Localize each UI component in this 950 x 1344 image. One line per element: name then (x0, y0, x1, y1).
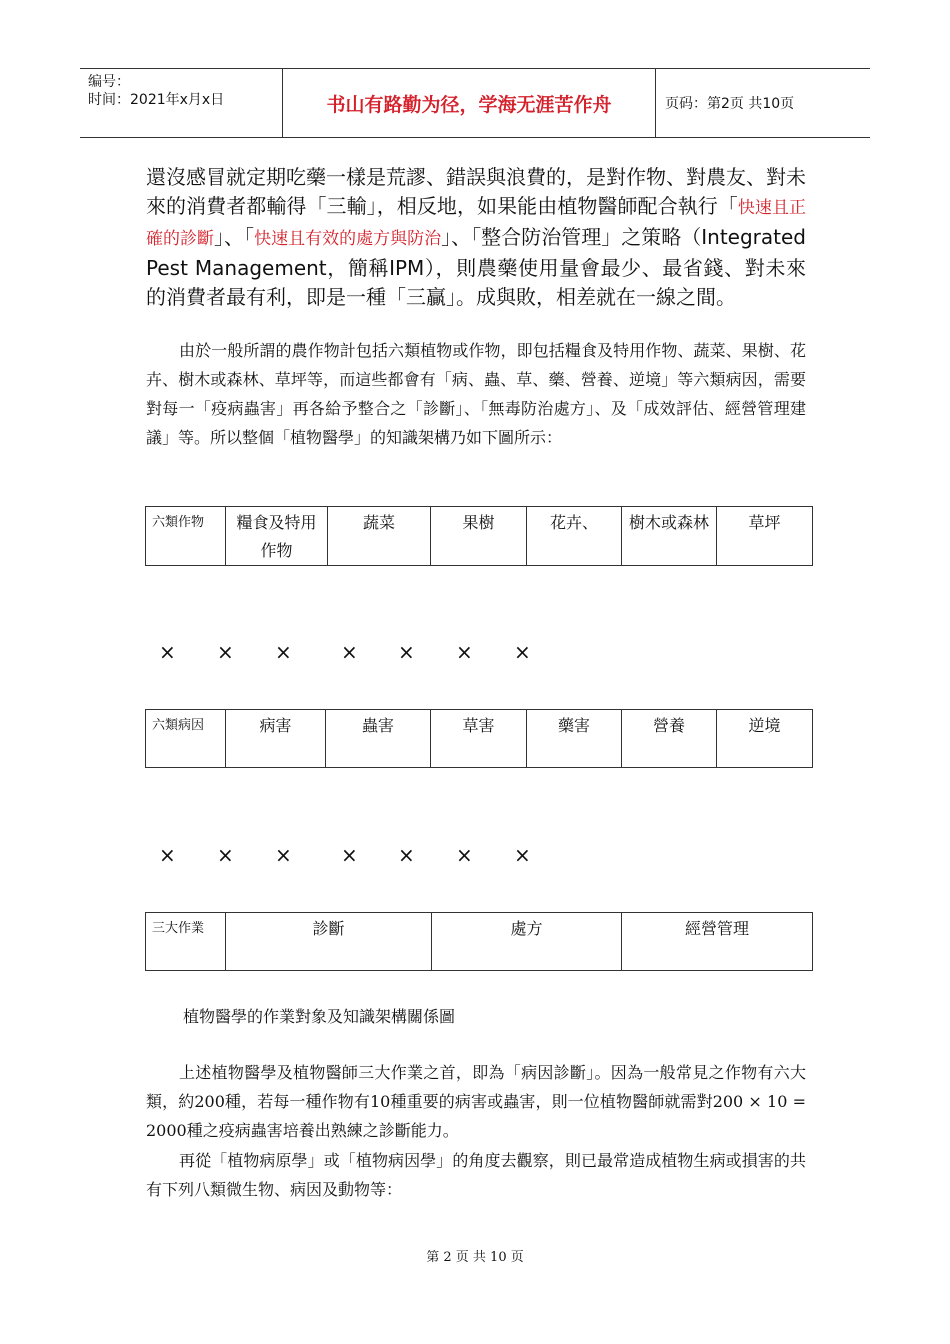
table-causes (145, 709, 813, 768)
table-cell: 營養 (622, 710, 717, 768)
table-cell: 藥害 (527, 710, 622, 768)
text-run: 」、「整合防治管理」之策略（Integrated Pest Management，簡稱IPM），則農藥使用量會最少、最省錢、對未來的消費者最有利，即是一種「三贏」。成與敗，相差就在一線之間。 (146, 225, 807, 309)
cross-mark: × (217, 640, 234, 664)
table-cell: 病害 (226, 710, 326, 768)
page-footer: 第 2 页 共 10 页 (426, 1250, 524, 1265)
table-cell: 經營管理 (622, 913, 813, 971)
cross-mark: × (514, 843, 531, 867)
cross-mark: × (341, 843, 358, 867)
table-label: 六類病因 (146, 710, 226, 768)
cross-mark: × (275, 843, 292, 867)
header-motto: 书山有路勤为径，学海无涯苦作舟 (326, 93, 612, 116)
table-label: 六類作物 (146, 507, 226, 566)
cross-mark: × (159, 640, 176, 664)
header-divider (655, 69, 656, 137)
text-run: 」、「 (214, 225, 255, 249)
serial-label: 编号： (88, 74, 130, 90)
header-meta (88, 73, 278, 109)
table-cell: 蔬菜 (328, 507, 431, 566)
table-cell: 逆境 (717, 710, 813, 768)
cross-mark: × (398, 640, 415, 664)
page-header (80, 68, 870, 138)
cross-mark: × (159, 843, 176, 867)
table-tasks (145, 912, 813, 971)
cross-mark: × (456, 640, 473, 664)
paragraph-framework: 由於一般所謂的農作物計包括六類植物或作物，即包括糧食及特用作物、蔬菜、果樹、花卉、樹木或森林、草坪等，而這些都會有「病、蟲、草、藥、營養、逆境」等六類病因，需要對每一「疫病蟲害」再各給予整合之「診斷」、「無毒防治處方」、及「成效評估、經營管理建議」等。所以整個「植物醫學」的知識架構乃如下圖所示： (146, 341, 806, 447)
table-cell: 草害 (431, 710, 527, 768)
table-cell: 果樹 (431, 507, 527, 566)
date-label: 时间：2021年x月x日 (88, 92, 225, 108)
cross-mark: × (275, 640, 292, 664)
table-cell: 診斷 (226, 913, 432, 971)
figure-caption: 植物醫學的作業對象及知識架構關係圖 (183, 1007, 456, 1026)
table-label: 三大作業 (146, 913, 226, 971)
text-run: 還沒感冒就定期吃藥一樣是荒謬、錯誤與浪費的，是對作物、對農友、對未來的消費者都輸得「三輸」，相反地，如果能由植物醫師配合執行「 (146, 165, 806, 218)
paragraph-intro (146, 163, 806, 312)
table-cell: 樹木或森林 (622, 507, 717, 566)
highlight-prescription: 快速且有效的處方與防治 (254, 229, 442, 249)
table-cell: 蟲害 (326, 710, 431, 768)
table-crops (145, 506, 813, 566)
table-cell: 草坪 (717, 507, 813, 566)
cross-mark: × (514, 640, 531, 664)
table-cell: 糧食及特用作物 (226, 507, 328, 566)
paragraph-pathogens: 再從「植物病原學」或「植物病因學」的角度去觀察，則已最常造成植物生病或損害的共有下列八類微生物、病因及動物等： (146, 1151, 806, 1199)
cross-mark: × (398, 843, 415, 867)
cross-mark: × (217, 843, 234, 867)
cross-mark: × (456, 843, 473, 867)
cross-mark: × (341, 640, 358, 664)
highlight-diagnosis: 快速且正確的診斷 (146, 198, 807, 249)
header-page-info: 页码：第2页 共10页 (665, 96, 795, 112)
paragraph-diagnosis: 上述植物醫學及植物醫師三大作業之首，即為「病因診斷」。因為一般常見之作物有六大類，約200種，若每一種作物有10種重要的病害或蟲害，則一位植物醫師就需對200 × 10 = 2000種之疫病蟲害培養出熟練之診斷能力。 (146, 1063, 806, 1140)
table-cell: 處方 (432, 913, 622, 971)
table-cell: 花卉、 (527, 507, 622, 566)
